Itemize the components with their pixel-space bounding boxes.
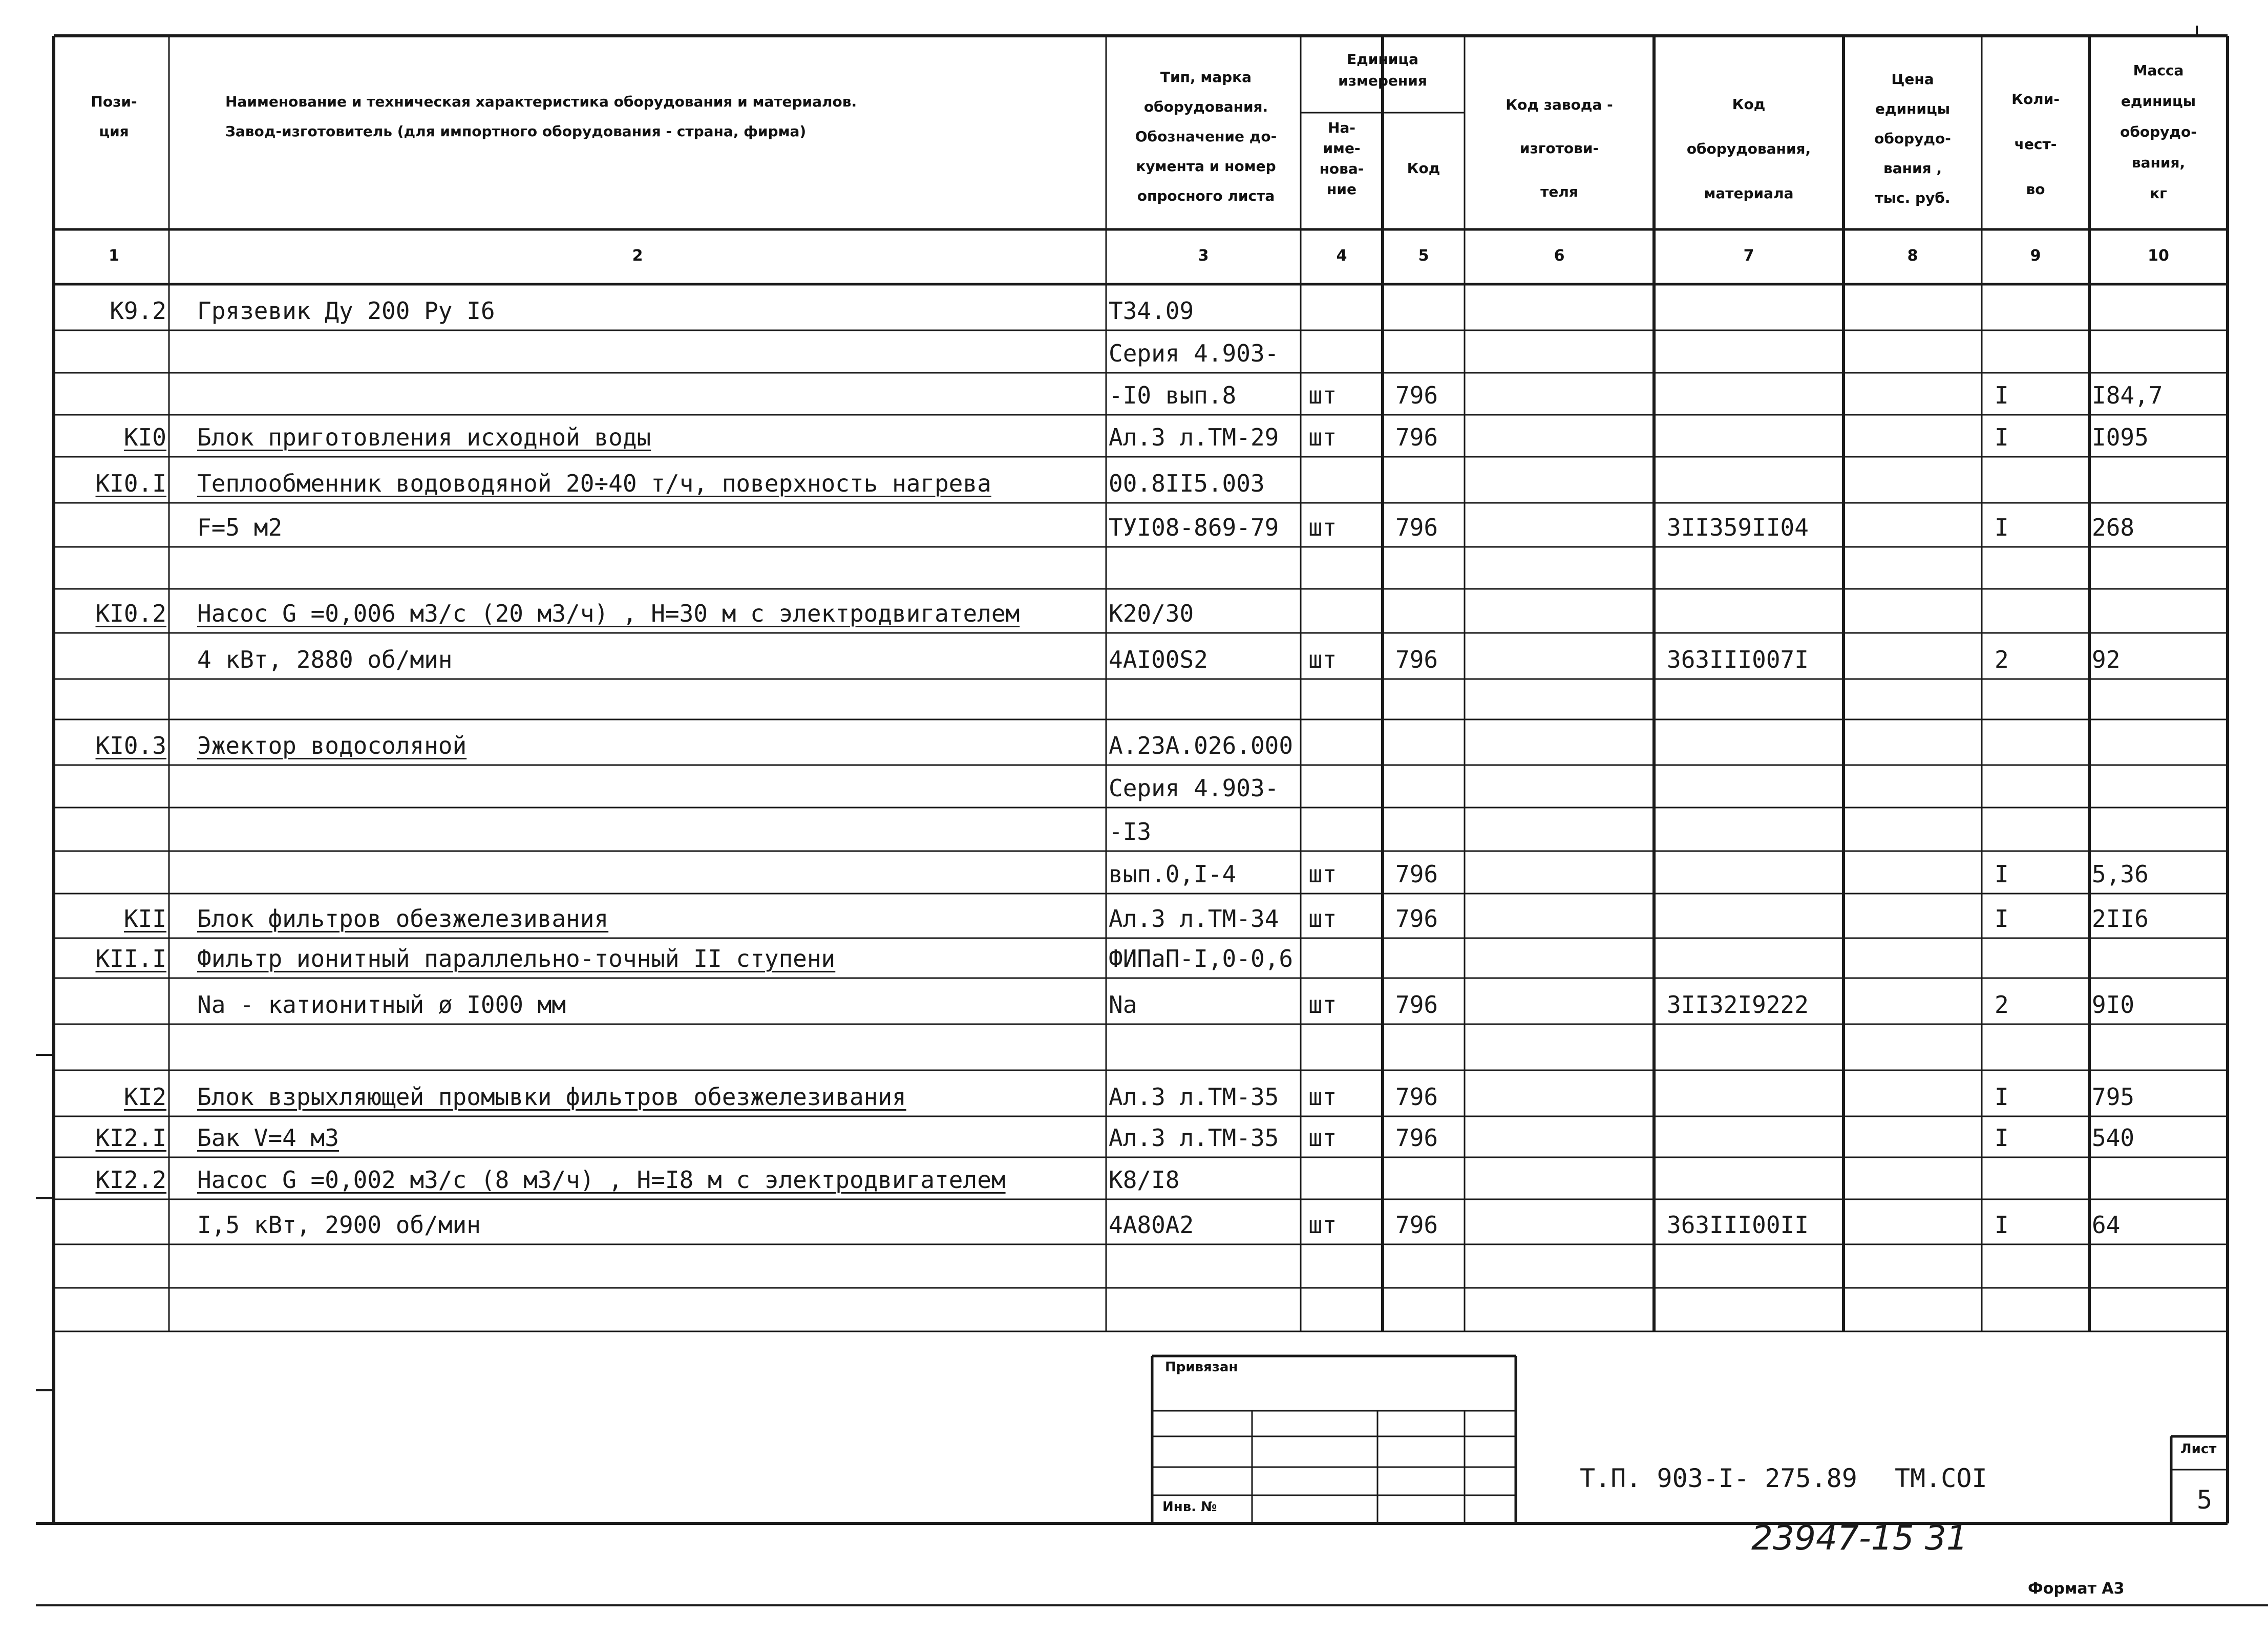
column-number: 5	[1418, 247, 1429, 265]
cell-position: КI2	[123, 1083, 166, 1111]
cell-type: К20/30	[1109, 600, 1194, 627]
cell-position: КI2.2	[95, 1166, 166, 1194]
column-number: 8	[1907, 247, 1918, 265]
cell-type: -I3	[1109, 818, 1152, 845]
cell-type: Ал.3 л.ТМ-29	[1109, 423, 1279, 451]
cell-mass: 64	[2092, 1211, 2121, 1239]
column-number: 3	[1198, 247, 1209, 265]
cell-equipment-code: 363III00II	[1667, 1211, 1809, 1239]
cell-type: Ал.3 л.ТМ-35	[1109, 1083, 1279, 1111]
cell-type: 4А80А2	[1109, 1211, 1194, 1239]
cell-unit-code: 796	[1395, 991, 1438, 1019]
cell-equipment-code: 3II359II04	[1667, 514, 1809, 541]
cell-position: КI0	[123, 423, 166, 451]
handwritten-archive-number: 23947-15 31	[1751, 1518, 1968, 1558]
format-label: Формат А3	[2028, 1580, 2125, 1598]
cell-quantity: I	[1995, 514, 2009, 541]
cell-unit-code: 796	[1395, 1124, 1438, 1152]
header-plant-code: Код завода - изготови- теля	[1506, 96, 1613, 200]
cell-name: F=5 м2	[197, 514, 283, 541]
cell-type: Серия 4.903-	[1109, 774, 1279, 802]
cell-unit-code: 796	[1395, 423, 1438, 451]
cell-unit: шт	[1308, 991, 1337, 1019]
cell-unit: шт	[1308, 860, 1337, 888]
cell-name: Блок приготовления исходной воды	[197, 423, 651, 451]
cell-name: Бак V=4 м3	[197, 1124, 339, 1152]
cell-name: Фильтр ионитный параллельно-точный II ступени	[197, 945, 836, 972]
cell-unit-code: 796	[1395, 1083, 1438, 1111]
cell-name: Насос G =0,002 м3/с (8 м3/ч) , Н=I8 м с электродвигателем	[197, 1166, 1006, 1194]
cell-name: Na - катионитный ø I000 мм	[197, 991, 566, 1019]
cell-type: Na	[1109, 991, 1137, 1019]
cell-unit: шт	[1308, 381, 1337, 409]
cell-unit-code: 796	[1395, 1211, 1438, 1239]
header-unit-code: Код	[1407, 160, 1440, 177]
cell-type: ТУI08-869-79	[1109, 514, 1279, 541]
cell-mass: 795	[2092, 1083, 2135, 1111]
cell-unit-code: 796	[1395, 860, 1438, 888]
cell-type: Серия 4.903-	[1109, 340, 1279, 367]
cell-unit-code: 796	[1395, 646, 1438, 673]
cell-type: -I0 вып.8	[1109, 381, 1237, 409]
cell-type: 4АI00S2	[1109, 646, 1208, 673]
cell-position: КI2.I	[95, 1124, 166, 1152]
column-number: 6	[1554, 247, 1565, 265]
column-number: 2	[632, 247, 643, 265]
header-unit-name: На- име- нова- ние	[1319, 119, 1364, 198]
cell-mass: I84,7	[2092, 381, 2163, 409]
cell-type: Ал.3 л.ТМ-34	[1109, 905, 1279, 932]
header-equipment-code: Код оборудования, материала	[1686, 96, 1811, 202]
stamp-inventory-label: Инв. №	[1162, 1499, 1217, 1515]
cell-position: КII.I	[95, 945, 166, 972]
document-mark: ТМ.СОI	[1895, 1464, 1987, 1493]
cell-type: ФИПаП-I,0-0,6	[1109, 945, 1294, 972]
cell-name: Теплообменник водоводяной 20÷40 т/ч, поверхность нагрева	[197, 470, 991, 497]
cell-name: Эжектор водосоляной	[197, 732, 467, 759]
cell-mass: 2II6	[2092, 905, 2149, 932]
column-number: 9	[2030, 247, 2041, 265]
header-quantity: Коли- чест- во	[2011, 91, 2060, 198]
cell-equipment-code: 3II32I9222	[1667, 991, 1809, 1019]
column-number: 10	[2148, 247, 2169, 265]
cell-unit: шт	[1308, 646, 1337, 673]
cell-mass: 5,36	[2092, 860, 2149, 888]
document-code: Т.П. 903-I- 275.89	[1580, 1464, 1857, 1493]
header-position: Пози- ция	[91, 93, 137, 140]
header-unit-group: Единица измерения	[1338, 51, 1427, 89]
cell-quantity: I	[1995, 423, 2009, 451]
cell-unit: шт	[1308, 423, 1337, 451]
cell-type: К8/I8	[1109, 1166, 1180, 1194]
cell-quantity: I	[1995, 860, 2009, 888]
cell-unit: шт	[1308, 1124, 1337, 1152]
cell-mass: I095	[2092, 423, 2149, 451]
cell-name: Блок взрыхляющей промывки фильтров обезжелезивания	[197, 1083, 906, 1111]
cell-name: Блок фильтров обезжелезивания	[197, 905, 609, 932]
cell-quantity: I	[1995, 381, 2009, 409]
cell-unit: шт	[1308, 1083, 1337, 1111]
cell-quantity: I	[1995, 905, 2009, 932]
cell-type: Т34.09	[1109, 297, 1194, 325]
sheet-label: Лист	[2180, 1441, 2217, 1457]
column-number: 1	[109, 247, 119, 265]
cell-type: 00.8II5.003	[1109, 470, 1265, 497]
cell-mass: 92	[2092, 646, 2121, 673]
sheet-number: 5	[2197, 1485, 2213, 1515]
cell-name: Насос G =0,006 м3/с (20 м3/ч) , Н=30 м с электродвигателем	[197, 600, 1020, 627]
cell-unit: шт	[1308, 514, 1337, 541]
cell-position: К9.2	[110, 297, 166, 325]
cell-unit: шт	[1308, 905, 1337, 932]
header-unit-price: Цена единицы оборудо- вания , тыс. руб.	[1874, 71, 1951, 206]
cell-quantity: I	[1995, 1211, 2009, 1239]
cell-quantity: 2	[1995, 646, 2009, 673]
cell-name: I,5 кВт, 2900 об/мин	[197, 1211, 481, 1239]
header-name: Наименование и техническая характеристика оборудования и материалов. Завод-изготовитель (для импортного оборудования - страна, фирма)	[225, 93, 857, 140]
cell-name: Грязевик Ду 200 Ру I6	[197, 297, 495, 325]
cell-mass: 540	[2092, 1124, 2135, 1152]
column-number: 4	[1336, 247, 1347, 265]
cell-type: А.23А.026.000	[1109, 732, 1294, 759]
cell-unit: шт	[1308, 1211, 1337, 1239]
cell-name: 4 кВт, 2880 об/мин	[197, 646, 453, 673]
cell-quantity: I	[1995, 1124, 2009, 1152]
header-type: Тип, марка оборудования. Обозначение до- кумента и номер опросного листа	[1135, 69, 1277, 204]
cell-unit-code: 796	[1395, 905, 1438, 932]
cell-equipment-code: 363III007I	[1667, 646, 1809, 673]
cell-mass: 268	[2092, 514, 2135, 541]
cell-unit-code: 796	[1395, 381, 1438, 409]
header-unit-mass: Масса единицы оборудо- вания, кг	[2120, 62, 2197, 202]
cell-type: Ал.3 л.ТМ-35	[1109, 1124, 1279, 1152]
stamp-privyazan-label: Привязан	[1165, 1360, 1238, 1375]
cell-position: КI0.2	[95, 600, 166, 627]
cell-position: КI0.3	[95, 732, 166, 759]
cell-mass: 9I0	[2092, 991, 2135, 1019]
cell-unit-code: 796	[1395, 514, 1438, 541]
cell-quantity: 2	[1995, 991, 2009, 1019]
cell-position: КI0.I	[95, 470, 166, 497]
column-number: 7	[1743, 247, 1754, 265]
cell-type: вып.0,I-4	[1109, 860, 1237, 888]
cell-position: КII	[123, 905, 166, 932]
cell-quantity: I	[1995, 1083, 2009, 1111]
